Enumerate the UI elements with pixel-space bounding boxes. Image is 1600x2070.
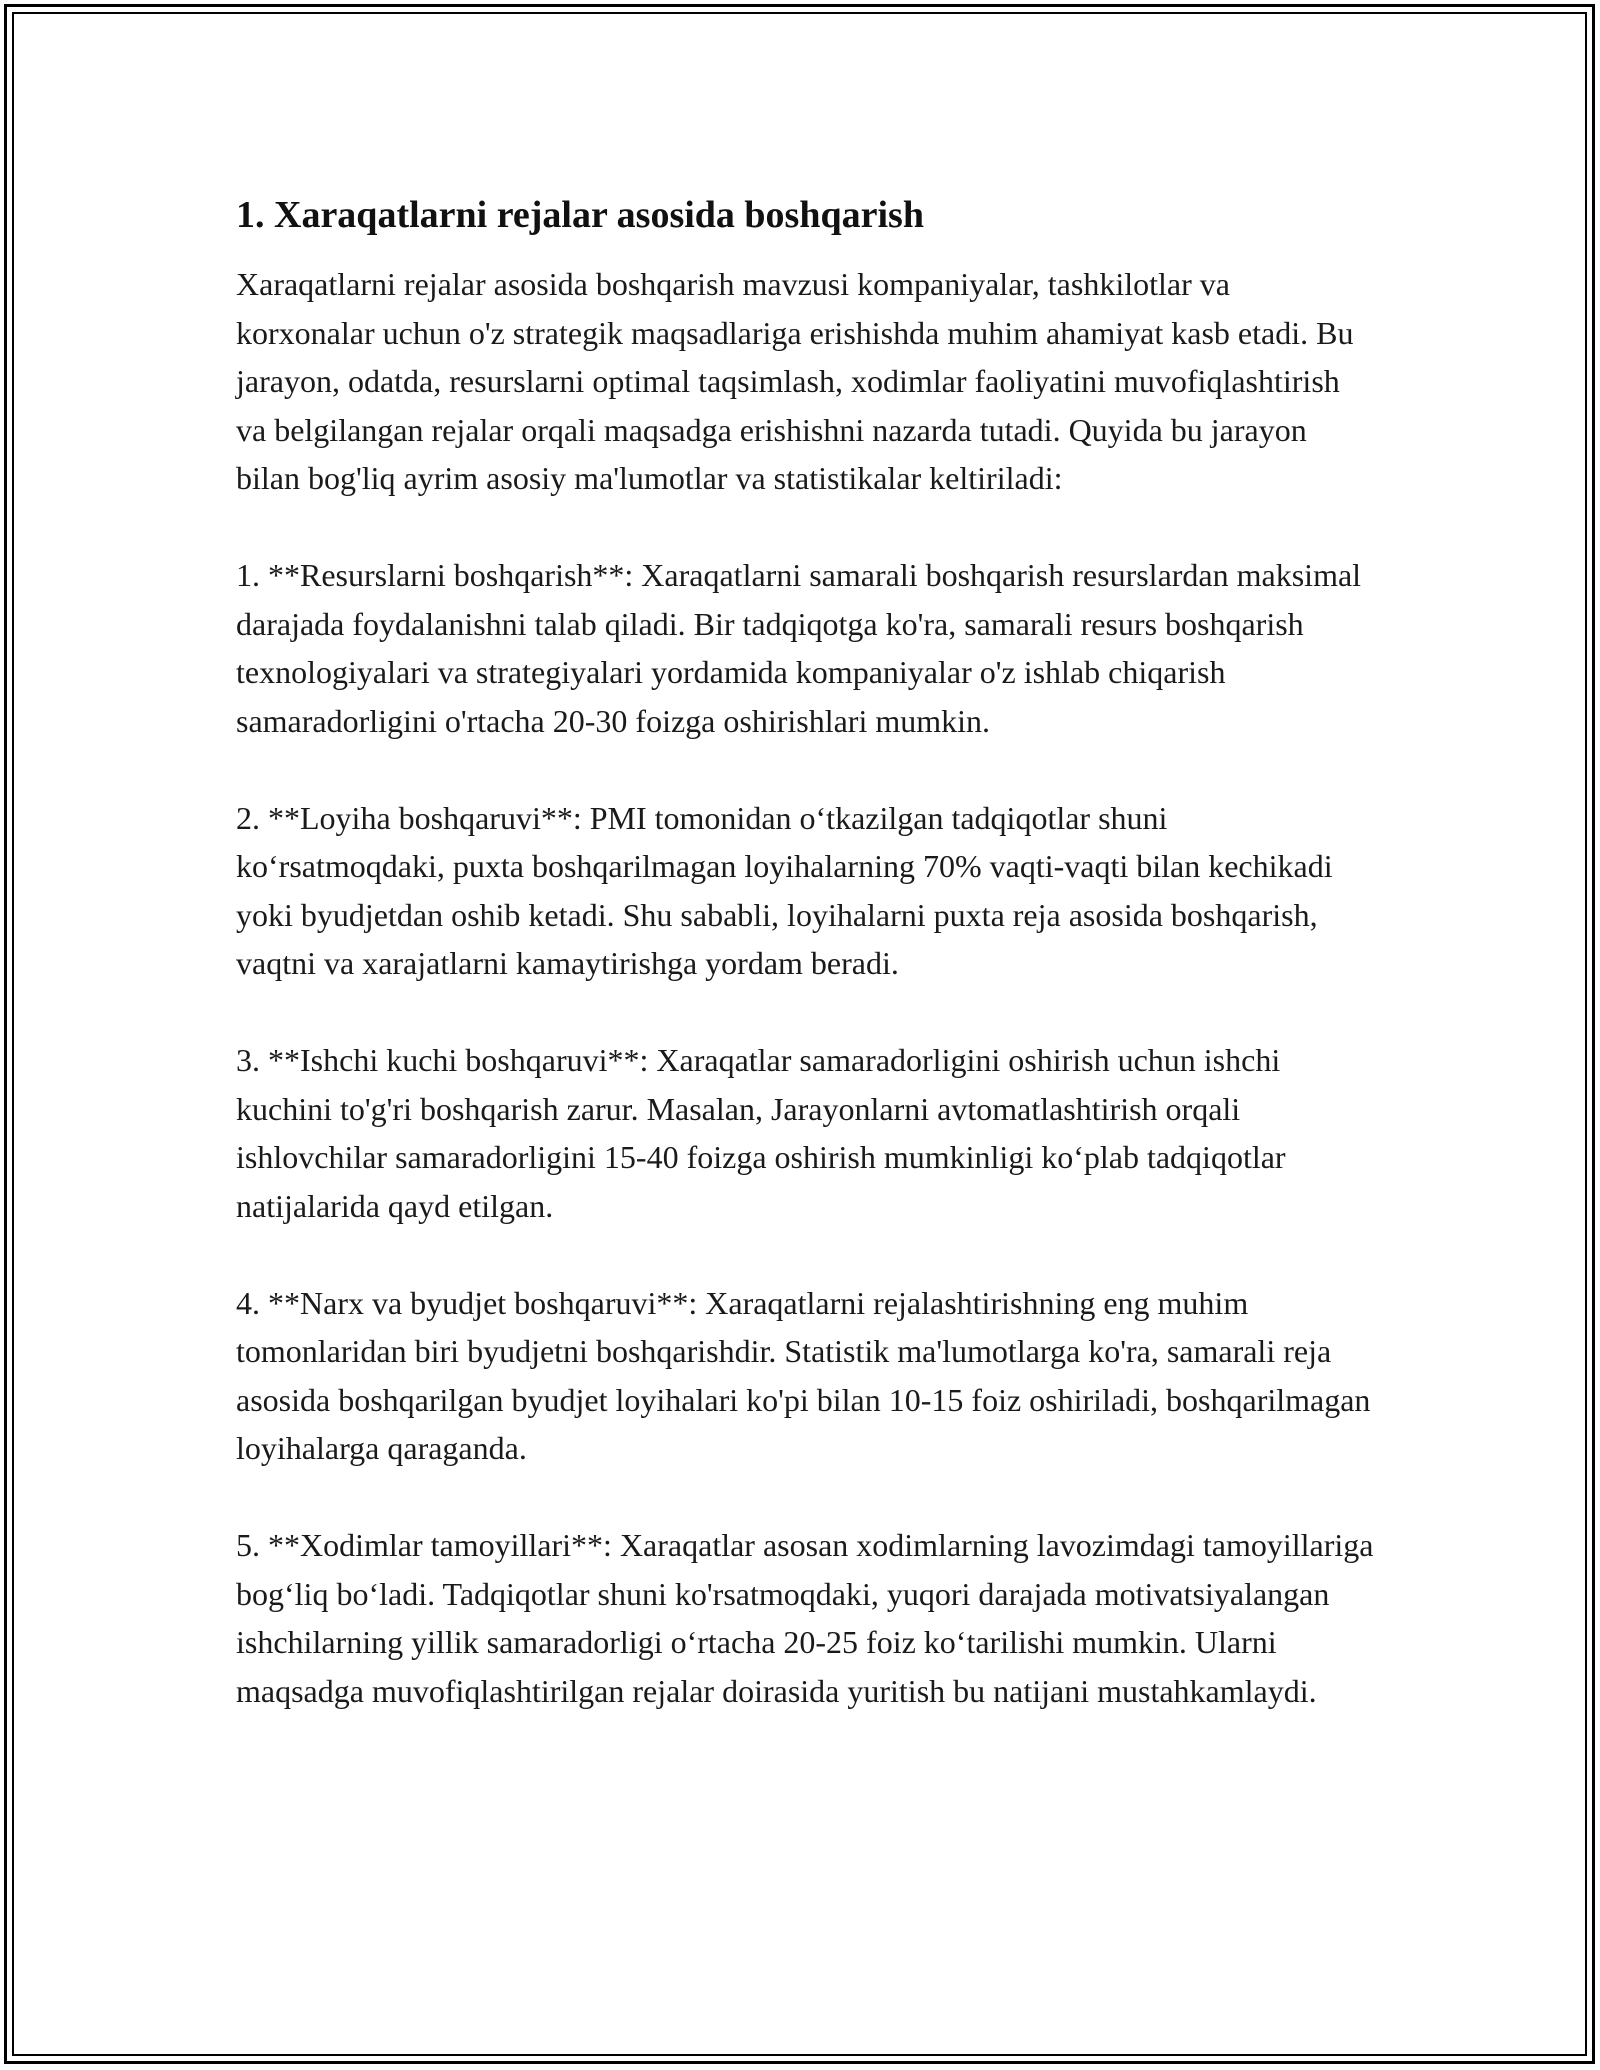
- section-heading: 1. Xaraqatlarni rejalar asosida boshqarish: [236, 194, 924, 236]
- list-item-budget-management: 4. **Narx va byudjet boshqaruvi**: Xaraqatlarni rejalashtirishning eng muhim tomonlaridan biri byudjetni boshqarishdir. Statistik ma'lumotlarga ko'ra, samarali reja asosida boshqarilgan byudjet loyihalari ko'pi bilan 10-15 foiz oshiriladi, boshqarilmagan loyihalarga qaraganda.: [236, 1284, 1379, 1466]
- list-item-employee-principles: 5. **Xodimlar tamoyillari**: Xaraqatlar asosan xodimlarning lavozimdagi tamoyillariga bog‘liq bo‘ladi. Tadqiqotlar shuni ko'rsatmoqdaki, yuqori darajada motivatsiyalangan ishchilarning yillik samaradorligi o‘rtacha 20-25 foiz ko‘tarilishi mumkin. Ularni maqsadga muvofiqlashtirilgan rejalar doirasida yuritish bu natijani mustahkamlaydi.: [236, 1527, 1382, 1709]
- list-item-project-management: 2. **Loyiha boshqaruvi**: PMI tomonidan o‘tkazilgan tadqiqotlar shuni ko‘rsatmoqdaki, puxta boshqarilmagan loyihalarning 70% vaqti-vaqti bilan kechikadi yoki byudjetdan oshib ketadi. Shu sababli, loyihalarni puxta reja asosida boshqarish, vaqtni va xarajatlarni kamaytirishga yordam beradi.: [236, 799, 1341, 981]
- intro-paragraph: Xaraqatlarni rejalar asosida boshqarish mavzusi kompaniyalar, tashkilotlar va korxonalar uchun o'z strategik maqsadlariga erishishda muhim ahamiyat kasb etadi. Bu jarayon, odatda, resurslarni optimal taqsimlash, xodimlar faoliyatini muvofiqlashtirish va belgilangan rejalar orqali maqsadga erishishni nazarda tutadi. Quyida bu jarayon bilan bog'liq ayrim asosiy ma'lumotlar va statistikalar keltiriladi:: [236, 266, 1362, 496]
- list-item-workforce-management: 3. **Ishchi kuchi boshqaruvi**: Xaraqatlar samaradorligini oshirish uchun ishchi kuchini to'g'ri boshqarish zarur. Masalan, Jarayonlarni avtomatlashtirish orqali ishlovchilar samaradorligini 15-40 foizga oshirish mumkinligi ko‘plab tadqiqotlar natijalarida qayd etilgan.: [236, 1042, 1294, 1224]
- list-item-resources: 1. **Resurslarni boshqarish**: Xaraqatlarni samarali boshqarish resurslardan maksimal darajada foydalanishni talab qiladi. Bir tadqiqotga ko'ra, samarali resurs boshqarish texnologiyalari va strategiyalari yordamida kompaniyalar o'z ishlab chiqarish samaradorligini o'rtacha 20-30 foizga oshirishlari mumkin.: [236, 557, 1370, 739]
- document-body: [236, 190, 1382, 1715]
